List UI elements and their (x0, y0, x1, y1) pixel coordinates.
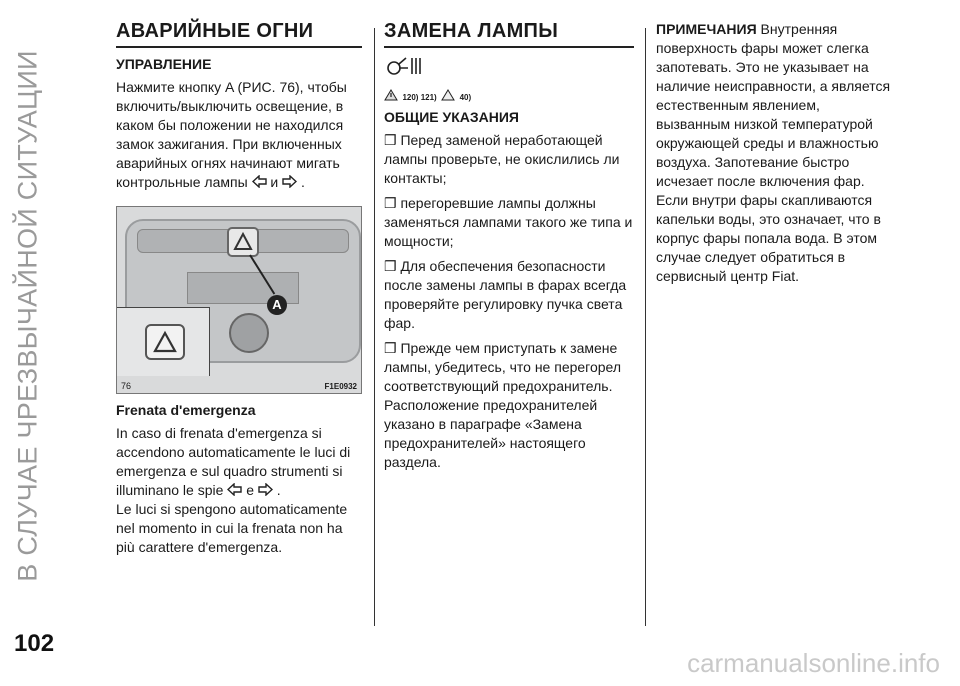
general-instructions-subheading: ОБЩИЕ УКАЗАНИЯ (384, 109, 519, 125)
controls-subheading: УПРАВЛЕНИЕ (116, 56, 212, 72)
hazard-paragraph (116, 78, 362, 192)
sidebar-section-title-text: В СЛУЧАЕ ЧРЕЗВЫЧАЙНОЙ СИТУАЦИИ (12, 50, 43, 582)
warning-triangle-icon (384, 89, 398, 101)
hazard-paragraph-and: и (270, 174, 279, 190)
warning-refs-row (384, 87, 634, 105)
hazard-paragraph-end: . (301, 174, 305, 190)
instruction-item: ❒ Перед заменой неработающей лампы проверьте, не окислились ли контакты; (384, 132, 620, 186)
watermark: carmanualsonline.info (687, 648, 940, 678)
warning-refs-2: 40) (459, 93, 472, 102)
emergency-braking-text: In caso di frenata d'emergenza si accendono automaticamente le luci di emergenza e sul quadro strumenti si illuminano le spie (116, 425, 351, 498)
figure-hazard-button (116, 206, 362, 394)
warning-refs-1: 120) 121) (402, 93, 437, 102)
right-column (656, 20, 892, 292)
bulb-icon (384, 54, 424, 83)
hazard-lights-heading: АВАРИЙНЫЕ ОГНИ (116, 20, 362, 48)
figure-code: F1E0932 (324, 382, 357, 391)
bulb-symbol-icon (384, 54, 424, 78)
turn-left-indicator-icon (252, 175, 267, 188)
figure-detail-inset (117, 307, 210, 376)
hazard-triangle-icon (229, 229, 257, 255)
note-paragraph (656, 20, 892, 286)
middle-column (384, 20, 634, 478)
emergency-braking-and: e (246, 482, 254, 498)
instruction-item: ❒ Для обеспечения безопасности после замены лампы в фарах всегда проверяйте регулировку пучка света фар. (384, 258, 627, 331)
sidebar-section-title (8, 16, 48, 616)
hazard-paragraph-text: Нажмите кнопку A (РИС. 76), чтобы включить/выключить освещение, в каком бы положении не находился замок зажигания. При включенных аварийных огнях начинают мигать контрольные лампы (116, 79, 347, 190)
emergency-braking-end: . (276, 482, 281, 498)
figure-number: 76 (121, 381, 132, 391)
inset-hazard-triangle-icon (147, 326, 183, 358)
left-column (116, 20, 362, 563)
turn-right-indicator-icon (282, 175, 297, 188)
turn-right-indicator-icon-2 (258, 483, 273, 496)
lamp-replacement-heading: ЗАМЕНА ЛАМПЫ (384, 20, 634, 48)
emergency-braking-paragraph (116, 424, 362, 500)
hazard-button (227, 227, 259, 257)
lights-off-paragraph: Le luci si spengono automaticamente nel momento in cui la frenata non ha più carattere d'emergenza. (116, 501, 348, 555)
column-divider-1 (374, 28, 375, 626)
note-label: ПРИМЕЧАНИЯ (656, 21, 757, 37)
note-text: Внутренняя поверхность фары может слегка запотевать. Это не указывает на наличие неисправности, а является естественным явлением, вызванным низкой температурой окружающей среды и влажностью воздуха. Запотевание быстро исчезает после включения фар. Если внутри фары скапливаются капельки воды, это означает, что в корпус фары попала вода. В этом случае следует обратиться в сервисный центр Fiat. (656, 21, 891, 284)
turn-left-indicator-icon-2 (227, 483, 242, 496)
inset-hazard-button (145, 324, 185, 360)
rotary-knob (229, 313, 269, 353)
page-number: 102 (14, 630, 55, 657)
instruction-item: ❒ Прежде чем приступать к замене лампы, убедитесь, что не перегорел соответствующий предохранитель. Расположение предохранителей указано в параграфе «Замена предохранителей» настоящего раздела. (384, 340, 622, 470)
instruction-item: ❒ перегоревшие лампы должны заменяться лампами такого же типа и мощности; (384, 195, 633, 249)
callout-label: A (267, 295, 287, 315)
caution-triangle-icon (441, 89, 455, 101)
emergency-braking-subheading: Frenata d'emergenza (116, 402, 256, 418)
column-divider-2 (645, 28, 646, 626)
